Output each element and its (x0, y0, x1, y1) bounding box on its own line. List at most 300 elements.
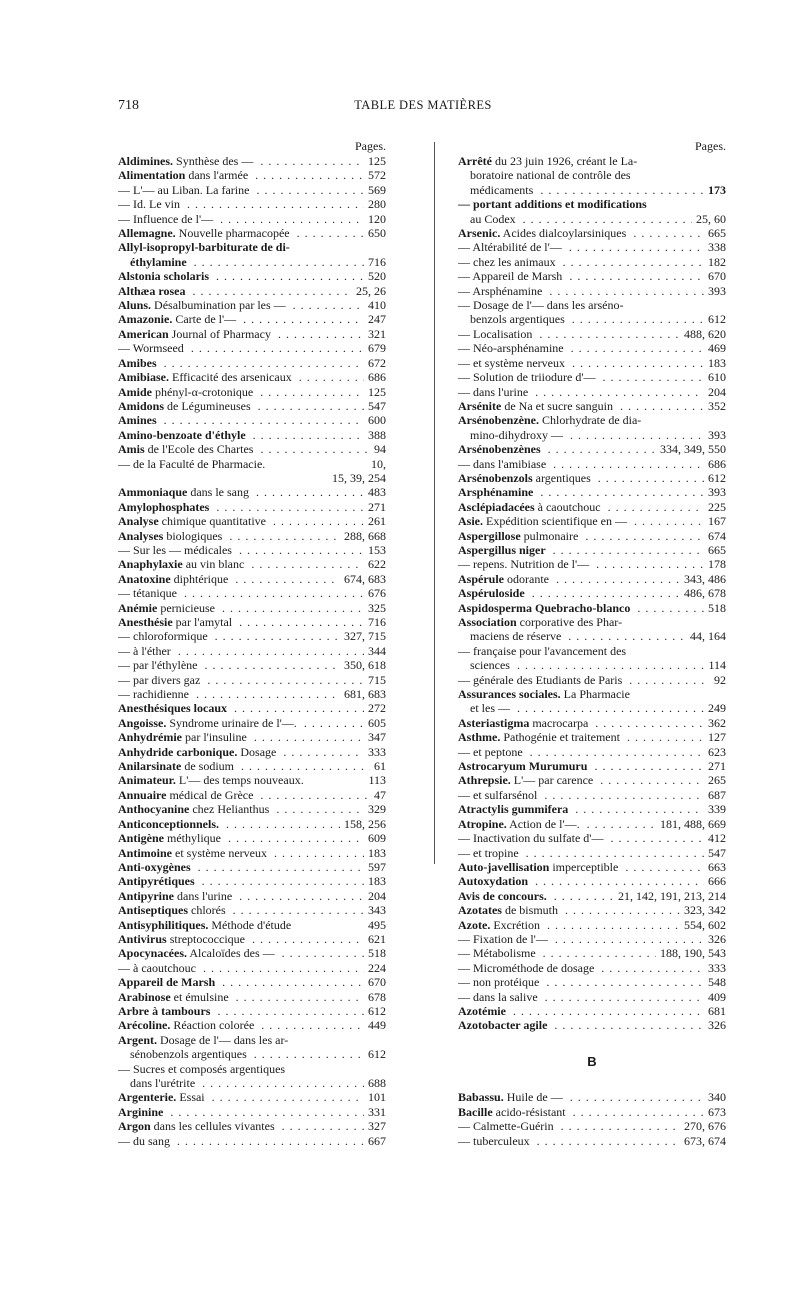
entry-keyword: Ammoniaque (118, 485, 188, 500)
entry-description: Syndrome urinaire de l'—. (166, 715, 297, 730)
entry-text (118, 529, 225, 543)
index-entry (118, 788, 386, 802)
entry-text (118, 673, 203, 687)
entry-page-refs: 469 (704, 341, 726, 355)
entry-description: — portant additions et modifications (458, 197, 647, 212)
entry-page-refs: 327, 715 (340, 629, 386, 643)
entry-page-refs: 676 (364, 586, 386, 600)
entry-description: — Microméthode de dosage (458, 960, 595, 975)
entry-text (118, 759, 237, 773)
entry-description: pulmonaire (520, 528, 579, 543)
entry-text (470, 629, 564, 643)
index-entry (118, 773, 386, 787)
entry-page-refs: 247 (364, 312, 386, 326)
index-entry (118, 673, 386, 687)
entry-page-refs: 548 (704, 975, 726, 989)
entry-text (470, 658, 513, 672)
entry-text (458, 500, 604, 514)
entry-keyword: Amibes (118, 355, 157, 370)
index-entry (458, 961, 726, 975)
entry-keyword: Anesthésiques locaux (118, 701, 228, 716)
entry-description: dans l'urétrite (130, 1076, 196, 1090)
entry-page-refs: 125 (364, 154, 386, 168)
entry-description: — à caoutchouc (118, 960, 196, 975)
index-entry (118, 312, 386, 326)
index-entry (458, 975, 726, 989)
entry-description: diphtérique (170, 571, 229, 586)
entry-text (118, 212, 216, 226)
entry-keyword: Apocynacées. (118, 946, 187, 961)
index-entry (118, 1047, 386, 1061)
index-entry (118, 1105, 386, 1119)
entry-page-refs: 687 (704, 788, 726, 802)
entry-text (118, 644, 174, 658)
entry-text (118, 615, 235, 629)
entry-text (470, 168, 634, 182)
index-entry (458, 399, 726, 413)
entry-text (458, 197, 650, 211)
entry-keyword: Atractylis gummifera (458, 802, 569, 817)
entry-page-refs: 681, 683 (340, 687, 386, 701)
entry-description: — par l'éthylène (118, 658, 198, 673)
index-entry (458, 658, 726, 672)
entry-keyword: Bacille (458, 1104, 493, 1119)
running-title: TABLE DES MATIÈRES (354, 98, 492, 112)
entry-keyword: Anaphylaxie (118, 557, 183, 572)
entry-description: benzols argentiques (470, 312, 565, 327)
entry-keyword: Arginine (118, 1104, 164, 1119)
entry-keyword: Arrêté (458, 154, 492, 168)
entry-page-refs: 663 (704, 860, 726, 874)
entry-page-refs: 204 (364, 889, 386, 903)
index-entry (118, 385, 386, 399)
entry-keyword: Antivirus (118, 931, 167, 946)
index-entry (118, 975, 386, 989)
entry-page-refs: 21, 142, 191, 213, 214 (614, 889, 726, 903)
entry-page-refs: 340 (704, 1090, 726, 1104)
entry-text (458, 932, 551, 946)
entry-page-refs: 716 (364, 615, 386, 629)
index-entry (458, 500, 726, 514)
entry-text (118, 197, 183, 211)
entry-keyword: Annuaire (118, 787, 167, 802)
index-entry (118, 846, 386, 860)
entry-keyword: Association (458, 615, 517, 629)
index-entry (118, 1018, 386, 1032)
entry-text (118, 687, 192, 701)
index-entry (458, 557, 726, 571)
entry-keyword: Asteriastigma (458, 715, 530, 730)
entry-description: argentiques (532, 470, 591, 485)
entry-description: — Influence de l'— (118, 211, 214, 226)
entry-keyword: Anthocyanine (118, 802, 190, 817)
index-entry (458, 716, 726, 730)
entry-page-refs: 265 (704, 773, 726, 787)
entry-text (458, 399, 616, 413)
pages-label: Pages. (695, 139, 726, 153)
entry-text (458, 385, 531, 399)
entry-text (118, 370, 295, 384)
entry-page-refs: 271 (704, 759, 726, 773)
entry-text (118, 399, 254, 413)
entry-description: — Id. Le vin (118, 197, 180, 212)
entry-keyword: Anticonceptionnels. (118, 816, 220, 831)
entry-text (118, 413, 160, 427)
entry-text (470, 701, 513, 715)
entry-text (458, 240, 565, 254)
entry-description: du 23 juin 1926, créant le La- (491, 154, 638, 168)
entry-description: — Dosage de l'— dans les arséno- (458, 298, 624, 313)
entry-keyword: Anatoxine (118, 571, 171, 586)
entry-keyword: Anesthésie (118, 615, 173, 629)
entry-text (118, 240, 293, 254)
entry-description: biologiques (163, 528, 223, 543)
index-entry (118, 1119, 386, 1133)
entry-keyword: Atropine. (458, 816, 507, 831)
entry-page-refs: 597 (364, 860, 386, 874)
entry-text (118, 485, 252, 499)
entry-page-refs: 329 (364, 802, 386, 816)
entry-text (118, 1090, 208, 1104)
entry-keyword: Antiseptiques (118, 903, 189, 918)
entry-page-refs: 547 (364, 399, 386, 413)
entry-description: Carte de l'— (172, 312, 237, 327)
entry-description: de l'Ecole des Chartes (144, 442, 254, 457)
entry-page-refs: 486, 678 (680, 586, 726, 600)
entry-description: dans les cellules vivantes (150, 1119, 275, 1134)
index-entry (118, 701, 386, 715)
entry-description: chlorés (188, 903, 226, 918)
entry-page-refs: 271 (364, 500, 386, 514)
entry-page-refs: 125 (364, 385, 386, 399)
index-entry (458, 154, 726, 168)
entry-page-refs: 44, 164 (686, 629, 726, 643)
entry-text (458, 514, 630, 528)
entry-text (458, 903, 561, 917)
index-entry (118, 183, 386, 197)
index-entry (118, 1033, 386, 1047)
entry-description: Synthèse des — (173, 154, 254, 168)
index-entry (118, 298, 386, 312)
entry-text (470, 212, 519, 226)
entry-keyword: Aluns. (118, 298, 152, 313)
entry-text (458, 990, 541, 1004)
entry-text (118, 817, 222, 831)
entry-description: odorante (504, 571, 549, 586)
index-entry (458, 284, 726, 298)
entry-keyword: Amidons (118, 398, 165, 413)
entry-keyword: Amis (118, 442, 145, 457)
entry-keyword: Aspergillus niger (458, 542, 546, 557)
entry-text (458, 673, 625, 687)
entry-description: à caoutchouc (534, 499, 601, 514)
entry-page-refs: 716 (364, 255, 386, 269)
entry-page-refs: 183 (364, 874, 386, 888)
entry-page-refs: 388 (364, 428, 386, 442)
entry-page-refs: 623 (704, 745, 726, 759)
entry-text (118, 716, 300, 730)
index-entry (458, 442, 726, 456)
entry-keyword: Avis de concours. (458, 888, 547, 903)
entry-description: — Sur les — médicales (118, 542, 232, 557)
entry-text (458, 860, 621, 874)
entry-page-refs: 520 (364, 269, 386, 283)
index-entry (118, 197, 386, 211)
entry-page-refs: 323, 342 (680, 903, 726, 917)
index-entry (118, 961, 386, 975)
entry-page-refs: 350, 618 (340, 658, 386, 672)
entry-page-refs: 25, 60 (692, 212, 726, 226)
entry-page-refs: 225 (704, 500, 726, 514)
entry-text (458, 961, 597, 975)
index-entry (458, 385, 726, 399)
entry-description: Efficacité des arsenicaux (169, 370, 292, 385)
entry-page-refs: 665 (704, 226, 726, 240)
entry-page-refs: 270, 676 (680, 1119, 726, 1133)
index-entry (118, 500, 386, 514)
entry-description: — chloroformique (118, 629, 208, 644)
entry-text (458, 1018, 550, 1032)
entry-description: — Wormseed (118, 341, 184, 356)
entry-page-refs: 609 (364, 831, 386, 845)
entry-description: Acides dialcoylarsiniques (500, 226, 627, 241)
index-entry (118, 716, 386, 730)
entry-description: au Codex (470, 211, 516, 226)
index-entry (458, 701, 726, 715)
index-entry (458, 730, 726, 744)
entry-page-refs: 612 (704, 471, 726, 485)
entry-description: boratoire national de contrôle des (470, 168, 631, 183)
entry-description: macrocarpa (529, 715, 589, 730)
entry-description: dans l'urine (174, 888, 233, 903)
index-entry (458, 183, 726, 197)
entry-page-refs: 25, 26 (352, 284, 386, 298)
entry-page-refs: 114 (704, 658, 726, 672)
entry-text (458, 831, 606, 845)
index-entry (118, 1076, 386, 1090)
entry-page-refs: 343 (364, 903, 386, 917)
entry-text (458, 889, 550, 903)
entry-keyword: Aspergillose (458, 528, 521, 543)
index-entry (118, 341, 386, 355)
entry-description: dans le sang (187, 485, 249, 500)
entry-text (118, 341, 187, 355)
entry-text (118, 802, 272, 816)
entry-page-refs: 127 (704, 730, 726, 744)
entry-keyword: Amide (118, 384, 152, 399)
entry-page-refs: 650 (364, 226, 386, 240)
index-entry (118, 514, 386, 528)
entry-page-refs: 153 (364, 543, 386, 557)
section-letter: B (587, 1054, 597, 1070)
entry-keyword: Alstonia scholaris (118, 269, 210, 284)
entry-page-refs: 10, (367, 457, 386, 471)
entry-description: acido-résistant (492, 1104, 566, 1119)
index-entry (458, 773, 726, 787)
entry-page-refs: 686 (704, 457, 726, 471)
entry-page-refs: 674 (704, 529, 726, 543)
entry-page-refs: 339 (704, 802, 726, 816)
entry-description: Nouvelle pharmacopée (175, 226, 290, 241)
entry-text (118, 500, 212, 514)
entry-page-refs: 326 (704, 932, 726, 946)
index-entry (458, 457, 726, 471)
index-entry (458, 932, 726, 946)
index-entry (118, 269, 386, 283)
entry-keyword: Angoisse. (118, 715, 167, 730)
entry-keyword: Anti-oxygènes (118, 859, 191, 874)
entry-text (118, 385, 256, 399)
entry-text (458, 946, 539, 960)
index-entry (118, 428, 386, 442)
entry-page-refs: 331 (364, 1105, 386, 1119)
entry-keyword: Amibiase. (118, 370, 169, 385)
entry-keyword: Alimentation (118, 168, 186, 183)
entry-keyword: Argon (118, 1119, 151, 1134)
index-entry (118, 1090, 386, 1104)
entry-description: — tuberculeux (458, 1133, 530, 1148)
entry-text (458, 730, 623, 744)
entry-description: — et sulfarsénol (458, 787, 538, 802)
entry-keyword: Allyl-isopropyl-barbiturate de di- (118, 240, 290, 255)
entry-description: chez Helianthus (189, 802, 270, 817)
entry-page-refs: 183 (704, 356, 726, 370)
entry-page-refs: 167 (704, 514, 726, 528)
entry-page-refs: 92 (710, 673, 726, 687)
entry-page-refs: 94 (370, 442, 386, 456)
entry-description: — du sang (118, 1133, 170, 1148)
entry-description: Huile de — (503, 1090, 563, 1105)
index-entry (458, 1090, 726, 1104)
entry-text (458, 442, 544, 456)
index-entry (458, 1018, 726, 1032)
entry-page-refs: 547 (704, 846, 726, 860)
index-entry (458, 514, 726, 528)
entry-text (458, 846, 522, 860)
entry-text (118, 327, 274, 341)
entry-text (118, 557, 247, 571)
index-entry (118, 168, 386, 182)
entry-text (458, 975, 542, 989)
index-entry (118, 932, 386, 946)
entry-description: — rachidienne (118, 687, 189, 702)
entry-text (458, 356, 568, 370)
entry-text (118, 457, 268, 471)
entry-keyword: Arsénite (458, 398, 502, 413)
entry-description: — et peptone (458, 744, 523, 759)
index-entry (458, 1119, 726, 1133)
entry-keyword: Antimoine (118, 845, 172, 860)
entry-page-refs: 321 (364, 327, 386, 341)
index-entry (118, 572, 386, 586)
entry-description: — chez les animaux (458, 254, 556, 269)
entry-page-refs: 183 (364, 846, 386, 860)
entry-text (118, 629, 211, 643)
entry-page-refs: 173 (704, 183, 726, 197)
entry-keyword: Azotobacter agile (458, 1018, 548, 1033)
entry-description: La Pharmacie (560, 687, 630, 702)
entry-page-refs: 715 (364, 673, 386, 687)
index-entry (118, 413, 386, 427)
index-entry (118, 1062, 386, 1076)
entry-description: et système nerveux (172, 845, 267, 860)
index-entry (458, 817, 726, 831)
entry-page-refs: 605 (364, 716, 386, 730)
entry-keyword: Argent. (118, 1032, 157, 1047)
spacer (458, 1076, 726, 1090)
entry-page-refs: 393 (704, 428, 726, 442)
entry-page-refs: 61 (370, 759, 386, 773)
entry-text (458, 745, 526, 759)
index-entry (458, 615, 726, 629)
entry-text (458, 918, 543, 932)
index-entry (118, 629, 386, 643)
entry-text (458, 1134, 533, 1148)
index-entry (458, 312, 726, 326)
index-entry (118, 1004, 386, 1018)
entry-keyword: Arsphénamine (458, 485, 534, 500)
entry-description: streptococcique (166, 931, 245, 946)
entry-page-refs: 518 (364, 946, 386, 960)
index-entry (458, 673, 726, 687)
entry-description: et les — (470, 701, 510, 716)
entry-page-refs: 393 (704, 485, 726, 499)
index-entry (458, 356, 726, 370)
entry-page-refs: 280 (364, 197, 386, 211)
entry-text (458, 601, 633, 615)
entry-keyword: Babassu. (458, 1090, 504, 1105)
entry-page-refs: 261 (364, 514, 386, 528)
entry-description: Réaction colorée (170, 1018, 255, 1033)
entry-page-refs: 518 (704, 601, 726, 615)
entry-text (458, 1105, 569, 1119)
entry-text (118, 356, 160, 370)
entry-page-refs: 679 (364, 341, 386, 355)
entry-keyword: Amazonie. (118, 312, 173, 327)
entry-description: — et tropine (458, 845, 519, 860)
index-entry (458, 687, 726, 701)
index-entry (118, 543, 386, 557)
entry-keyword: Analyse (118, 514, 159, 529)
entry-description: et émulsine (170, 989, 229, 1004)
entry-keyword: éthylamine (130, 254, 187, 269)
entry-text (458, 471, 594, 485)
entry-page-refs: 681 (704, 1004, 726, 1018)
entry-page-refs: 449 (364, 1018, 386, 1032)
entry-description: — dans la salive (458, 989, 538, 1004)
entry-keyword: Antipyrétiques (118, 874, 195, 889)
entry-page-refs: 688 (364, 1076, 386, 1090)
entry-description: — Appareil de Marsh (458, 269, 563, 284)
entry-description: — générale des Etudiants de Paris (458, 672, 623, 687)
entry-description: — et système nerveux (458, 355, 565, 370)
index-entry (118, 586, 386, 600)
entry-keyword: Asie. (458, 514, 483, 529)
entry-text (118, 773, 307, 787)
entry-text (118, 471, 121, 485)
index-entry (118, 687, 386, 701)
entry-text (130, 255, 190, 269)
index-entry (118, 601, 386, 615)
entry-text (470, 183, 536, 197)
entry-description: Essai (176, 1090, 205, 1105)
page-number: 718 (118, 98, 139, 113)
entry-text (118, 226, 293, 240)
entry-text (118, 975, 218, 989)
index-entry (118, 874, 386, 888)
index-entry (458, 788, 726, 802)
entry-text (118, 932, 248, 946)
